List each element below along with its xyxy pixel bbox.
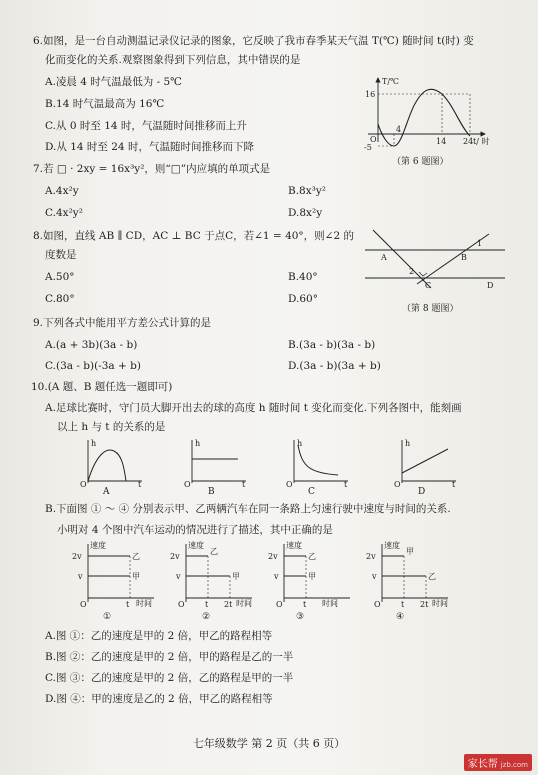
g2-jia: 甲 <box>232 572 240 581</box>
q6-tick-14: 14 <box>436 137 447 146</box>
g2-time: 时间 <box>236 599 252 608</box>
g2-2t: 2t <box>224 600 233 609</box>
graph-c-o: O <box>286 480 293 489</box>
g2-v: v <box>176 572 181 581</box>
q8-stem-line2: 度数是 <box>45 249 77 261</box>
g4-time: 时间 <box>432 599 448 608</box>
q6-option-a: A.凌晨 4 时气温最低为 - 5℃ <box>45 76 182 88</box>
q6-figure-caption: （第 6 题图） <box>392 157 449 167</box>
graph-a-t: t <box>138 480 142 489</box>
q9-option-b: B.(3a - b)(3a - b) <box>288 339 376 351</box>
g4-yi: 乙 <box>428 572 436 581</box>
g1-v: v <box>78 572 83 581</box>
q10-option-d: D.图 ④：甲的速度是乙的 2 倍，甲乙的路程相等 <box>45 693 273 705</box>
g4-jia: 甲 <box>406 547 414 556</box>
q8-label-D: D <box>487 281 494 290</box>
q7-option-a: A.4x²y <box>45 185 79 197</box>
g1-t: t <box>126 600 130 609</box>
g2-t: t <box>205 600 209 609</box>
graph-b-t: t <box>242 480 246 489</box>
q6-stem-line1: 6.如图，是一台自动测温记录仪记录的图象，它反映了我市春季某天气温 T(℃) 随时间 t(时) 变 <box>33 35 474 47</box>
g2-2v: 2v <box>170 552 180 561</box>
q6-option-b: B.14 时气温最高为 16℃ <box>45 98 165 110</box>
watermark-site: jzb.com <box>500 761 528 769</box>
q6-option-c: C.从 0 时至 14 时，气温随时间推移而上升 <box>45 120 247 132</box>
q10-b-line1: B.下面图 ① ～ ④ 分别表示甲、乙两辆汽车在同一条路上匀速行驶中速度与时间的关系. <box>45 503 451 515</box>
q10-speed-graph-3-caption: ③ <box>296 612 305 622</box>
page-footer: 七年级数学 第 2 页（共 6 页） <box>192 737 346 750</box>
q10-option-a: A.图 ①：乙的速度是甲的 2 倍，甲乙的路程相等 <box>45 630 273 642</box>
q8-figure-caption: （第 8 题图） <box>402 304 459 314</box>
q10-speed-graph-2 <box>168 540 258 610</box>
watermark-brand: 家长帮 <box>467 759 498 770</box>
q9-stem: 9.下列各式中能用平方差公式计算的是 <box>33 317 212 329</box>
q8-option-d: D.60° <box>288 293 318 305</box>
g3-t: t <box>303 600 307 609</box>
q7-option-b: B.8x³y² <box>288 185 327 197</box>
q8-stem-line1: 8.如图，直线 AB ∥ CD，AC ⊥ BC 于点C，若∠1 = 40°，则∠2 的 <box>33 230 354 242</box>
q7-stem: 7.若 □ · 2xy = 16x³y²，则“□”内应填的单项式是 <box>33 163 271 175</box>
q8-option-c: C.80° <box>45 293 75 305</box>
q10-b-line2: 小明对 4 个图中汽车运动的情况进行了描述，其中正确的是 <box>57 524 333 536</box>
g4-o: O <box>374 600 381 609</box>
g1-2v: 2v <box>72 552 82 561</box>
graph-d-h: h <box>405 439 411 448</box>
q10-option-c: C.图 ③：乙的速度是甲的 2 倍，乙的路程是甲的一半 <box>45 672 294 684</box>
q8-label-A: A <box>381 253 387 262</box>
q6-origin: O <box>370 135 377 144</box>
q10-graph-b-caption: B <box>208 487 215 497</box>
graph-c-h: h <box>297 439 303 448</box>
q10-speed-graph-2-caption: ② <box>202 612 211 622</box>
q10-speed-graph-1 <box>70 540 160 610</box>
q10-graph-d <box>390 437 460 487</box>
g3-2v: 2v <box>268 552 278 561</box>
g4-speed: 速度 <box>384 541 400 550</box>
g3-jia: 甲 <box>308 572 316 581</box>
g3-yi: 乙 <box>308 552 316 561</box>
q10-a-line1: A.足球比赛时，守门员大脚开出去的球的高度 h 随时间 t 变化而变化.下列各图中，能刻画 <box>45 402 462 414</box>
q6-tick-16: 16 <box>365 90 376 99</box>
graph-c-t: t <box>344 480 348 489</box>
g3-v: v <box>274 572 279 581</box>
graph-d-o: O <box>394 480 401 489</box>
q10-stem: 10.(A 题、B 题任选一题即可) <box>31 381 173 393</box>
q10-speed-graph-3 <box>266 540 356 610</box>
q10-speed-graph-4-caption: ④ <box>396 612 405 622</box>
q8-label-B: B <box>461 253 467 262</box>
g2-yi: 乙 <box>210 547 218 556</box>
g4-v: v <box>372 572 377 581</box>
q8-angle-1: 1 <box>477 239 483 248</box>
q6-xlabel: t/ 时 <box>473 137 490 146</box>
q8-option-a: A.50° <box>45 271 75 283</box>
q10-graph-a-caption: A <box>103 487 110 497</box>
q10-graph-c <box>282 437 352 487</box>
q10-graph-c-caption: C <box>308 487 315 497</box>
g4-2t: 2t <box>420 600 429 609</box>
q6-temperature-graph <box>360 74 490 154</box>
q10-graph-a <box>76 437 146 487</box>
q6-tick-4: 4 <box>396 125 402 134</box>
graph-a-o: O <box>80 480 87 489</box>
q6-stem-line2: 化而变化的关系.观察图象得到下列信息，其中错误的是 <box>45 54 301 66</box>
g1-yi: 乙 <box>132 552 140 561</box>
g4-2v: 2v <box>366 552 376 561</box>
q10-graph-b <box>180 437 250 487</box>
q9-option-d: D.(3a - b)(3a + b) <box>288 360 381 372</box>
g2-o: O <box>178 600 185 609</box>
q6-option-d: D.从 14 时至 24 时，气温随时间推移而下降 <box>45 141 254 153</box>
q8-option-b: B.40° <box>288 271 318 283</box>
g3-time: 时间 <box>322 599 338 608</box>
g1-time: 时间 <box>136 599 152 608</box>
g1-speed: 速度 <box>90 541 106 550</box>
graph-d-t: t <box>452 480 456 489</box>
q10-speed-graph-1-caption: ① <box>103 612 112 622</box>
g1-o: O <box>80 600 87 609</box>
q10-graph-d-caption: D <box>418 487 426 497</box>
graph-b-h: h <box>195 439 201 448</box>
q6-ylabel: T/℃ <box>382 77 399 86</box>
q8-angle-2: 2 <box>409 267 415 276</box>
g1-jia: 甲 <box>132 572 140 581</box>
q10-a-line2: 以上 h 与 t 的关系的是 <box>57 421 166 433</box>
q10-speed-graph-4 <box>364 540 454 610</box>
q8-parallel-lines-figure <box>365 228 510 298</box>
g4-t: t <box>401 600 405 609</box>
q6-tick-24: 24 <box>463 137 474 146</box>
q7-option-c: C.4x²y² <box>45 207 83 219</box>
watermark-logo <box>464 754 532 771</box>
q10-option-b: B.图 ②：乙的速度是甲的 2 倍，甲的路程是乙的一半 <box>45 651 294 663</box>
q7-option-d: D.8x²y <box>288 207 323 219</box>
g3-speed: 速度 <box>286 541 302 550</box>
graph-b-o: O <box>184 480 191 489</box>
q9-option-a: A.(a + 3b)(3a - b) <box>45 339 138 351</box>
graph-a-h: h <box>91 439 97 448</box>
q6-tick-neg5: -5 <box>364 143 372 152</box>
q9-option-c: C.(3a - b)(-3a + b) <box>45 360 141 372</box>
g2-speed: 速度 <box>188 541 204 550</box>
g3-o: O <box>276 600 283 609</box>
q8-label-C: C <box>425 281 432 290</box>
